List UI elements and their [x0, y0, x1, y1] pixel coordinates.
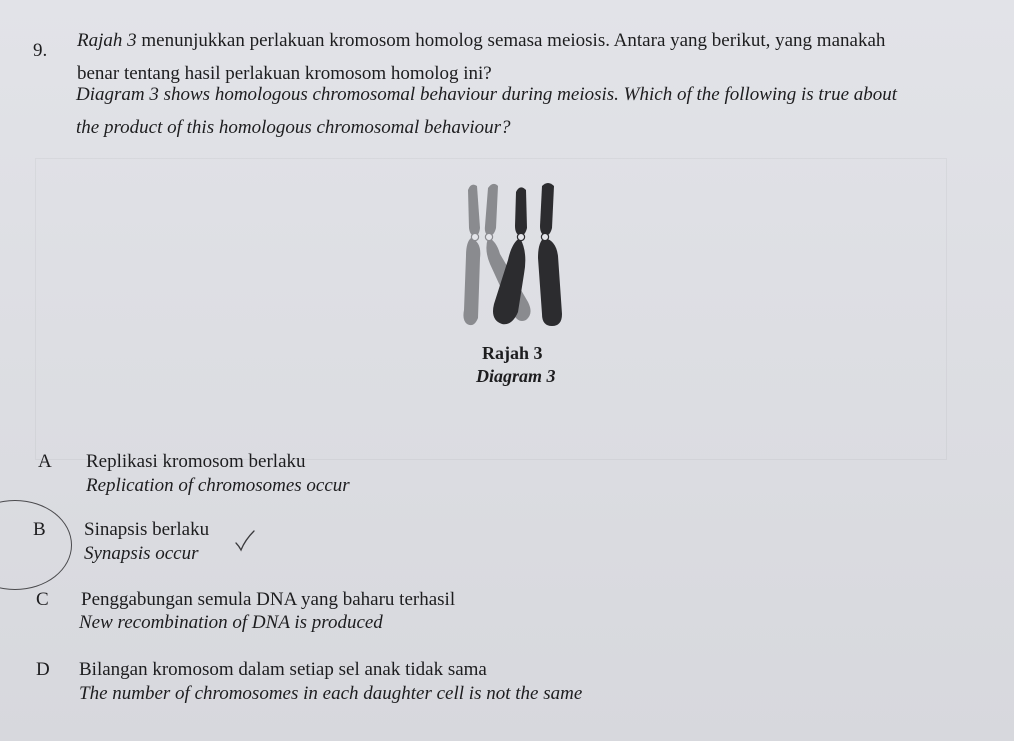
dark-chromosome-upper-right-arm: [540, 183, 554, 236]
option-b-english[interactable]: Synapsis occur: [84, 543, 199, 564]
question-malay-line-1: [77, 30, 885, 52]
dark-chromosome-right-centromere: [541, 233, 548, 240]
option-a-malay[interactable]: Replikasi kromosom berlaku: [86, 451, 306, 472]
option-c-malay[interactable]: Penggabungan semula DNA yang baharu terhasil: [81, 589, 456, 610]
option-b-letter[interactable]: B: [33, 519, 46, 540]
option-d-english[interactable]: The number of chromosomes in each daughter cell is not the same: [79, 683, 583, 704]
question-number: 9.: [33, 40, 48, 61]
option-a-english[interactable]: Replication of chromosomes occur: [86, 475, 350, 496]
option-b-malay[interactable]: Sinapsis berlaku: [84, 519, 210, 540]
option-a-letter[interactable]: A: [38, 451, 52, 472]
option-d-letter[interactable]: D: [36, 659, 50, 680]
light-chromosome-upper-left-arm: [468, 185, 480, 236]
light-chromosome-lower-left-chromatid: [463, 238, 480, 325]
option-c-letter[interactable]: C: [36, 589, 49, 610]
dark-chromosome-upper-left-arm: [515, 187, 527, 236]
question-malay-line-2: benar tentang hasil perlakuan kromosom homolog ini?: [77, 63, 492, 84]
hand-drawn-circle-icon: [0, 500, 72, 590]
light-chromosome-left-centromere: [471, 233, 478, 240]
dark-chromosome-left-centromere: [517, 233, 524, 240]
light-chromosome-right-centromere: [485, 233, 492, 240]
diagram-caption-malay: Rajah 3: [482, 343, 543, 363]
dark-chromosome-lower-right-chromatid: [538, 238, 562, 326]
question-english-line-1: Diagram 3 shows homologous chromosomal behaviour during meiosis. Which of the following is true about: [76, 84, 898, 105]
question-english-line-2: the product of this homologous chromosomal behaviour?: [76, 117, 511, 138]
homologous-chromosomes-diagram: [458, 178, 570, 328]
diagram-caption-english: Diagram 3: [476, 366, 556, 386]
option-d-malay[interactable]: Bilangan kromosom dalam setiap sel anak tidak sama: [79, 659, 487, 680]
option-c-english[interactable]: New recombination of DNA is produced: [79, 612, 383, 633]
hand-drawn-tick-icon: [234, 528, 256, 554]
question-malay-line-1-rest: menunjukkan perlakuan kromosom homolog semasa meiosis. Antara yang berikut, yang manakah: [136, 30, 886, 51]
light-chromosome-upper-right-arm: [485, 184, 498, 236]
question-malay-diagram-ref: Rajah 3: [77, 30, 137, 51]
